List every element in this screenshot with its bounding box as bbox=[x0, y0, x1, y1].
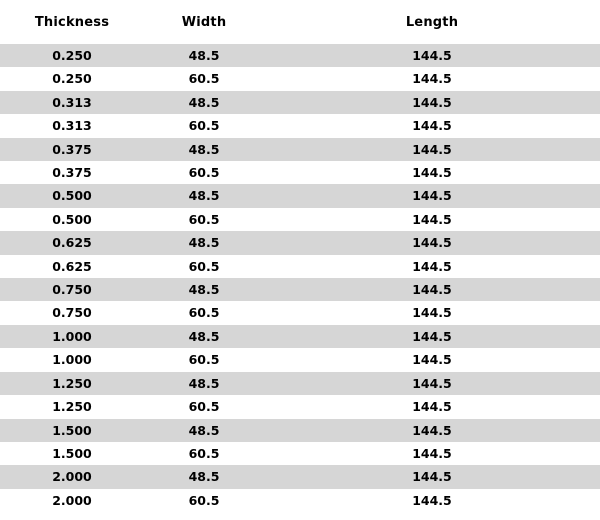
table-cell: 0.625 bbox=[0, 231, 144, 254]
table-row bbox=[0, 138, 600, 161]
table-cell: 48.5 bbox=[144, 419, 264, 442]
table-row bbox=[0, 325, 600, 348]
table-row bbox=[0, 419, 600, 442]
table-cell: 144.5 bbox=[264, 114, 600, 137]
table-row bbox=[0, 184, 600, 207]
table-cell: 144.5 bbox=[264, 67, 600, 90]
table-cell: 144.5 bbox=[264, 278, 600, 301]
table-cell: 60.5 bbox=[144, 489, 264, 512]
table-cell: 0.500 bbox=[0, 208, 144, 231]
table-cell: 144.5 bbox=[264, 231, 600, 254]
table-row bbox=[0, 67, 600, 90]
table-cell: 48.5 bbox=[144, 91, 264, 114]
column-header-length: Length bbox=[264, 0, 600, 44]
table-row bbox=[0, 231, 600, 254]
table-row bbox=[0, 255, 600, 278]
table-cell: 144.5 bbox=[264, 44, 600, 67]
table-cell: 2.000 bbox=[0, 489, 144, 512]
column-header-width: Width bbox=[144, 0, 264, 44]
table-cell: 144.5 bbox=[264, 208, 600, 231]
table-cell: 60.5 bbox=[144, 161, 264, 184]
table-cell: 1.500 bbox=[0, 419, 144, 442]
table-cell: 60.5 bbox=[144, 208, 264, 231]
table-header bbox=[0, 0, 600, 44]
table-cell: 144.5 bbox=[264, 325, 600, 348]
table-cell: 60.5 bbox=[144, 395, 264, 418]
table-cell: 144.5 bbox=[264, 419, 600, 442]
table-cell: 48.5 bbox=[144, 231, 264, 254]
table-row bbox=[0, 161, 600, 184]
table-header-row bbox=[0, 0, 600, 44]
table-cell: 144.5 bbox=[264, 395, 600, 418]
table-row bbox=[0, 91, 600, 114]
table-cell: 144.5 bbox=[264, 138, 600, 161]
table-cell: 48.5 bbox=[144, 278, 264, 301]
table-row bbox=[0, 395, 600, 418]
table-row bbox=[0, 465, 600, 488]
table-cell: 48.5 bbox=[144, 184, 264, 207]
table-row bbox=[0, 301, 600, 324]
table-cell: 60.5 bbox=[144, 301, 264, 324]
table-cell: 144.5 bbox=[264, 372, 600, 395]
table-cell: 60.5 bbox=[144, 442, 264, 465]
table-cell: 144.5 bbox=[264, 184, 600, 207]
table-row bbox=[0, 348, 600, 371]
table-cell: 48.5 bbox=[144, 44, 264, 67]
table-row bbox=[0, 114, 600, 137]
table-cell: 0.375 bbox=[0, 138, 144, 161]
table-cell: 144.5 bbox=[264, 442, 600, 465]
table-cell: 0.375 bbox=[0, 161, 144, 184]
table-cell: 144.5 bbox=[264, 465, 600, 488]
table-cell: 144.5 bbox=[264, 161, 600, 184]
table-cell: 60.5 bbox=[144, 348, 264, 371]
table-cell: 144.5 bbox=[264, 255, 600, 278]
table-cell: 1.500 bbox=[0, 442, 144, 465]
table-cell: 0.625 bbox=[0, 255, 144, 278]
table-cell: 0.500 bbox=[0, 184, 144, 207]
table-row bbox=[0, 489, 600, 512]
table-cell: 144.5 bbox=[264, 301, 600, 324]
table-cell: 48.5 bbox=[144, 465, 264, 488]
table-cell: 48.5 bbox=[144, 138, 264, 161]
table-cell: 48.5 bbox=[144, 372, 264, 395]
table-cell: 0.313 bbox=[0, 114, 144, 137]
table-cell: 2.000 bbox=[0, 465, 144, 488]
table-cell: 1.000 bbox=[0, 325, 144, 348]
table-cell: 60.5 bbox=[144, 255, 264, 278]
table-cell: 60.5 bbox=[144, 114, 264, 137]
table-cell: 144.5 bbox=[264, 489, 600, 512]
table-row bbox=[0, 208, 600, 231]
table-cell: 0.250 bbox=[0, 44, 144, 67]
table-cell: 1.000 bbox=[0, 348, 144, 371]
table-row bbox=[0, 442, 600, 465]
table-cell: 144.5 bbox=[264, 348, 600, 371]
table-cell: 0.313 bbox=[0, 91, 144, 114]
table-cell: 60.5 bbox=[144, 67, 264, 90]
table-cell: 1.250 bbox=[0, 372, 144, 395]
table-cell: 1.250 bbox=[0, 395, 144, 418]
table-row bbox=[0, 278, 600, 301]
column-header-thickness: Thickness bbox=[0, 0, 144, 44]
table-cell: 0.250 bbox=[0, 67, 144, 90]
table-cell: 0.750 bbox=[0, 301, 144, 324]
table-row bbox=[0, 372, 600, 395]
table-cell: 144.5 bbox=[264, 91, 600, 114]
table-row bbox=[0, 44, 600, 67]
table-cell: 0.750 bbox=[0, 278, 144, 301]
table-cell: 48.5 bbox=[144, 325, 264, 348]
table-body bbox=[0, 44, 600, 512]
